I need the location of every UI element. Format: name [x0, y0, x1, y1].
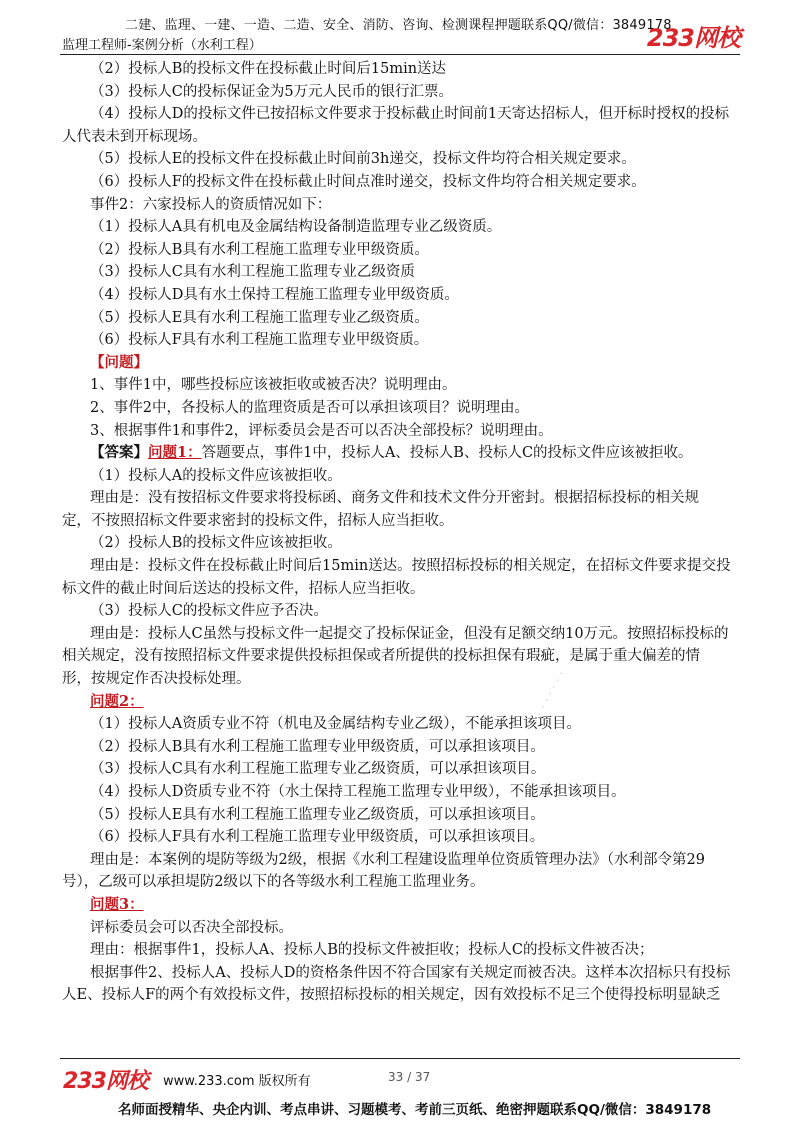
- body-line: （5）投标人E具有水利工程施工监理专业乙级资质。: [90, 309, 429, 326]
- body-line: 根据事件2、投标人A、投标人D的资格条件因不符合国家有关规定而被否决。这样本次招标只有投标: [90, 964, 731, 981]
- body-line: 理由：根据事件1，投标人A、投标人B的投标文件被拒收；投标人C的投标文件被否决；: [90, 942, 654, 959]
- body-line: （5）投标人E具有水利工程施工监理专业乙级资质，可以承担该项目。: [90, 806, 545, 823]
- body-line: 相关规定，没有按照招标文件要求提供投标担保或者所提供的投标担保有瑕疵，是属于重大偏差的情: [62, 648, 700, 665]
- body-line: 标文件的截止时间后送达的投标文件，招标人应当拒收。: [62, 580, 425, 597]
- body-line: （2）投标人B的投标文件在投标截止时间后15min送达: [90, 61, 447, 77]
- header-rule: [60, 54, 740, 55]
- footer-ad-text: 名师面授精华、央企内训、考点串讲、习题模考、考前三页纸、绝密押题联系QQ/微信：3849178: [118, 1102, 712, 1118]
- body-line: （3）投标人C具有水利工程施工监理专业乙级资质: [90, 264, 415, 281]
- question-item: 3、根据事件1和事件2，评标委员会是否可以否决全部投标？说明理由。: [90, 422, 553, 439]
- question-item: 1、事件1中，哪些投标应该被拒收或被否决？说明理由。: [90, 377, 457, 394]
- body-line: 理由是：投标人C虽然与投标文件一起提交了投标保证金，但没有足额交纳10万元。按照招标投标的: [90, 625, 729, 642]
- answer-q3-label: 问题3：: [90, 895, 144, 913]
- body-line: 定，不按照招标文件要求密封的投标文件，招标人应当拒收。: [62, 512, 454, 529]
- site-copyright[interactable]: www.233.com 版权所有: [163, 1074, 311, 1089]
- body-line: （1）投标人A的投标文件应该被拒收。: [90, 467, 342, 484]
- body-line: 理由是：投标文件在投标截止时间后15min送达。按照招标投标的相关规定，在招标文件要求提交投: [90, 558, 731, 575]
- page-number: 33 / 37: [388, 1070, 431, 1084]
- body-line: 号），乙级可以承担堤防2级以下的各等级水利工程施工监理业务。: [62, 874, 485, 891]
- answer-q2-label: 问题2：: [90, 692, 144, 710]
- body-line: 形，按规定作否决投标处理。: [62, 671, 251, 688]
- body-line: （6）投标人F的投标文件在投标截止时间点准时递交，投标文件均符合相关规定要求。: [90, 173, 646, 190]
- body-line: （1）投标人A具有机电及金属结构设备制造监理专业乙级资质。: [90, 219, 502, 236]
- body-line: （2）投标人B具有水利工程施工监理专业甲级资质，可以承担该项目。: [90, 738, 545, 755]
- body-line: （2）投标人B的投标文件应该被拒收。: [90, 535, 342, 552]
- body-line: 理由是：没有按招标文件要求将投标函、商务文件和技术文件分开密封。根据招标投标的相关规: [90, 490, 699, 507]
- body-line: 人E、投标人F的两个有效投标文件，按照招标投标的相关规定，因有效投标不足三个使得投标明显缺乏: [62, 987, 721, 1004]
- answer-intro: [62, 442, 742, 465]
- body-line: （5）投标人E的投标文件在投标截止时间前3h递交，投标文件均符合相关规定要求。: [90, 151, 636, 168]
- body-line: （1）投标人A资质专业不符（机电及金属结构专业乙级），不能承担该项目。: [90, 716, 581, 733]
- watermark: · · · · · · · ·: [238, 448, 279, 506]
- body-line: （6）投标人F具有水利工程施工监理专业甲级资质。: [90, 332, 429, 349]
- answer-q1-text: 答题要点，事件1中，投标人A、投标人B、投标人C的投标文件应该被拒收。: [201, 445, 693, 462]
- body-line: 理由是：本案例的堤防等级为2级，根据《水利工程建设监理单位资质管理办法》（水利部令第29: [90, 851, 705, 868]
- body-line: （3）投标人C具有水利工程施工监理专业乙级资质，可以承担该项目。: [90, 761, 546, 778]
- question-heading: 【问题】: [90, 353, 148, 371]
- body-line: （4）投标人D资质专业不符（水土保持工程施工监理专业甲级），不能承担该项目。: [90, 784, 626, 800]
- body-line: （4）投标人D的投标文件已按招标文件要求于投标截止时间前1天寄达招标人，但开标时授权的投标: [90, 106, 730, 123]
- body-line: 评标委员会可以否决全部投标。: [90, 919, 293, 936]
- brand-logo-top[interactable]: 233网校: [646, 24, 740, 52]
- answer-tag: 【答案】: [90, 444, 148, 462]
- body-line: （4）投标人D具有水土保持工程施工监理专业甲级资质。: [90, 286, 459, 303]
- page-body: [62, 58, 742, 1007]
- body-line: 人代表未到开标现场。: [62, 128, 207, 145]
- header-ad-text: 二建、监理、一建、一造、二造、安全、消防、咨询、检测课程押题联系QQ/微信：3849178: [125, 18, 672, 33]
- body-line: （3）投标人C的投标文件应予否决。: [90, 603, 328, 620]
- body-line: 事件2：六家投标人的资质情况如下：: [90, 196, 332, 213]
- question-item: 2、事件2中，各投标人的监理资质是否可以承担该项目？说明理由。: [90, 399, 529, 416]
- body-line: （3）投标人C的投标保证金为5万元人民币的银行汇票。: [90, 83, 454, 100]
- body-line: （2）投标人B具有水利工程施工监理专业甲级资质。: [90, 241, 429, 258]
- answer-q1-label: 问题1：: [148, 444, 202, 462]
- watermark: · · · · · · · ·: [528, 668, 569, 726]
- footer-rule: [60, 1058, 740, 1059]
- body-line: （6）投标人F具有水利工程施工监理专业甲级资质，可以承担该项目。: [90, 829, 545, 846]
- brand-logo-bottom[interactable]: 233网校: [63, 1069, 148, 1094]
- document-subtitle: 监理工程师-案例分析（水利工程）: [62, 38, 262, 53]
